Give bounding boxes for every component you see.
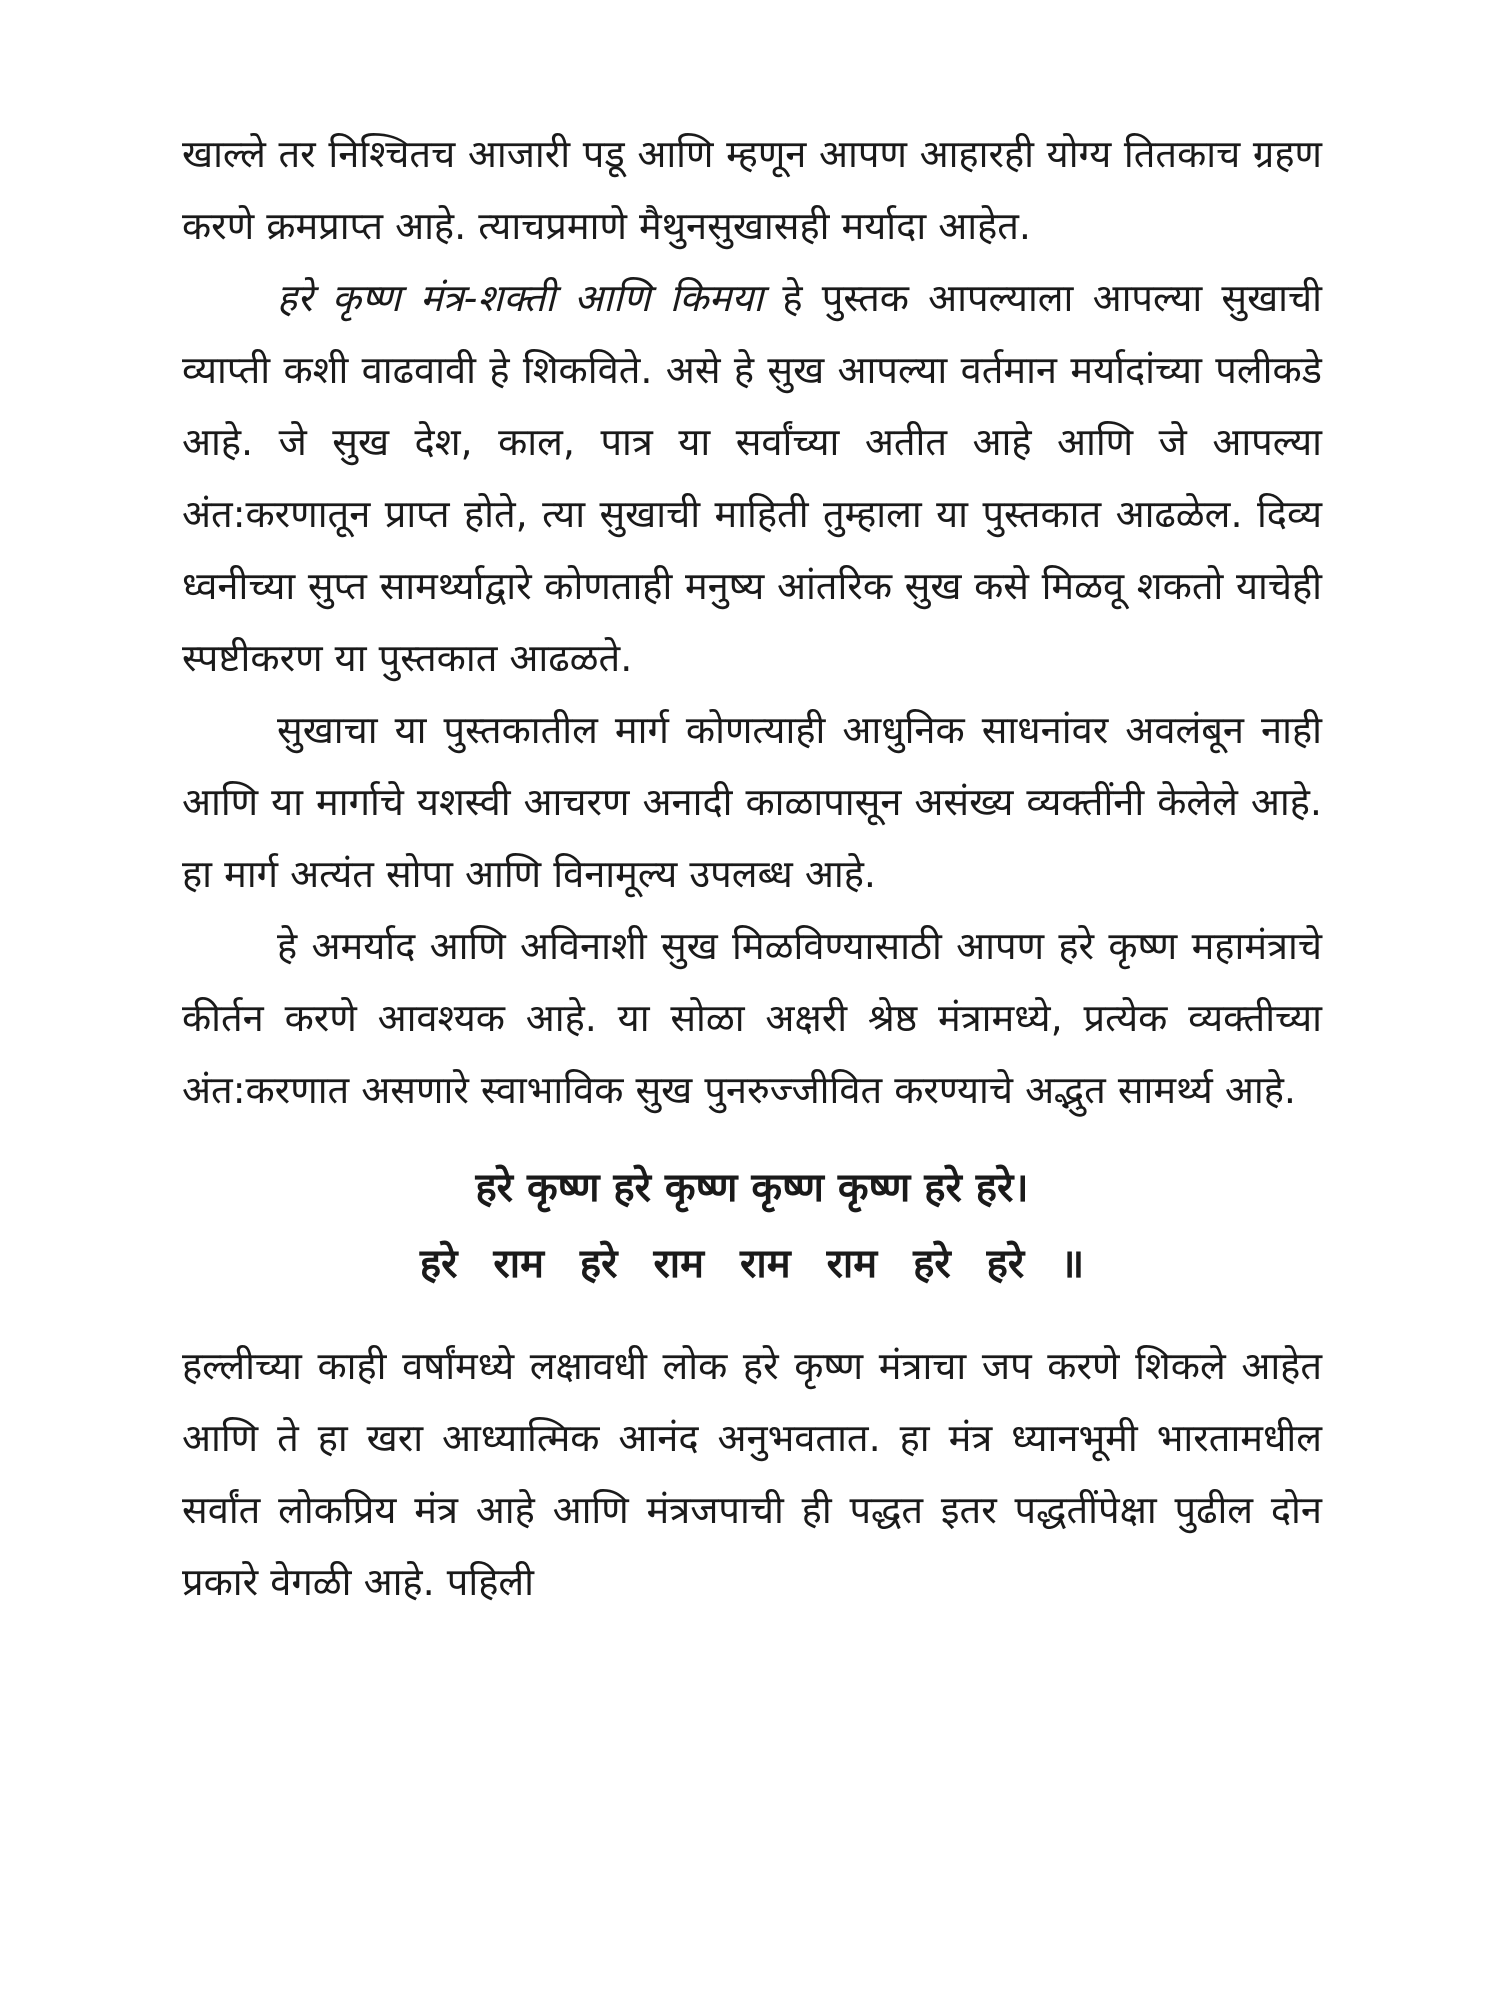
paragraph-5: हल्लीच्या काही वर्षांमध्ये लक्षावधी लोक हरे कृष्ण मंत्राचा जप करणे शिकले आहेत आणि ते हा खरा आध्यात्मिक आनंद अनुभवतात. हा मंत्र ध्यानभूमी भारतामधील सर्वांत लोकप्रिय मंत्र आहे आणि मंत्रजपाची ही पद्धत इतर पद्धतींपेक्षा पुढील दोन प्रकारे वेगळी आहे. पहिली [182, 1344, 1322, 1604]
mantra-line-2: हरे राम हरे राम राम राम हरे हरे ॥ [419, 1241, 1085, 1287]
paragraph-2 [182, 262, 1322, 694]
paragraph-1: खाल्ले तर निश्चितच आजारी पडू आणि म्हणून आपण आहारही योग्य तितकाच ग्रहण करणे क्रमप्राप्त आहे. त्याचप्रमाणे मैथुनसुखासही मर्यादा आहेत. [182, 132, 1322, 248]
paragraph-4: हे अमर्याद आणि अविनाशी सुख मिळविण्यासाठी आपण हरे कृष्ण महामंत्राचे कीर्तन करणे आवश्यक आहे. या सोळा अक्षरी श्रेष्ठ मंत्रामध्ये, प्रत्येक व्यक्तीच्या अंत:करणात असणारे स्वाभाविक सुख पुनरुज्जीवित करण्याचे अद्भुत सामर्थ्य आहे. [182, 924, 1322, 1112]
mahamantra-block [182, 1150, 1322, 1302]
book-title: हरे कृष्ण मंत्र-शक्ती आणि किमया [277, 276, 764, 320]
document-page [182, 118, 1322, 1618]
paragraph-3: सुखाचा या पुस्तकातील मार्ग कोणत्याही आधुनिक साधनांवर अवलंबून नाही आणि या मार्गाचे यशस्वी आचरण अनादी काळापासून असंख्य व्यक्तींनी केलेले आहे. हा मार्ग अत्यंत सोपा आणि विनामूल्य उपलब्ध आहे. [182, 708, 1322, 896]
paragraph-2-text: हे पुस्तक आपल्याला आपल्या सुखाची व्याप्ती कशी वाढवावी हे शिकविते. असे हे सुख आपल्या वर्तमान मर्यादांच्या पलीकडे आहे. जे सुख देश, काल, पात्र या सर्वांच्या अतीत आहे आणि जे आपल्या अंत:करणातून प्राप्त होते, त्या सुखाची माहिती तुम्हाला या पुस्तकात आढळेल. दिव्य ध्वनीच्या सुप्त सामर्थ्याद्वारे कोणताही मनुष्य आंतरिक सुख कसे मिळवू शकतो याचेही स्पष्टीकरण या पुस्तकात आढळते. [182, 276, 1322, 680]
mantra-line-1: हरे कृष्ण हरे कृष्ण कृष्ण कृष्ण हरे हरे। [475, 1165, 1029, 1211]
